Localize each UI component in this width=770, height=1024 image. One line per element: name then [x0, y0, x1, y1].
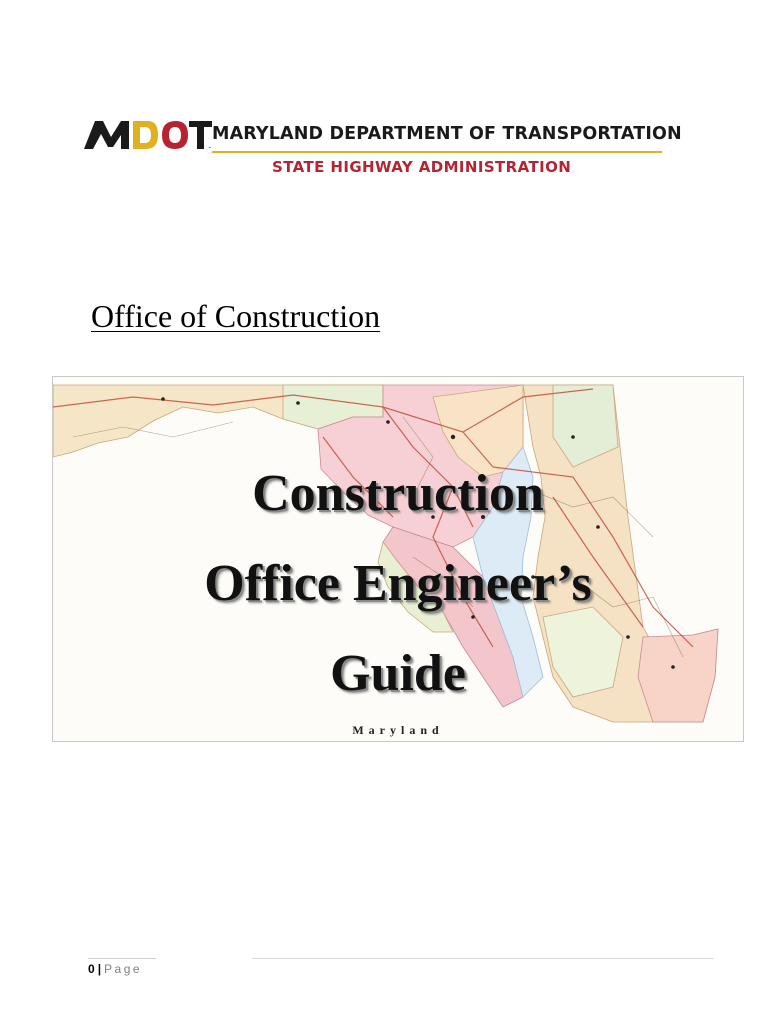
page-number — [88, 962, 142, 976]
cover-title-line-3: Guide — [330, 645, 466, 702]
cover-title — [53, 449, 743, 719]
cover-title-line-1: Construction — [252, 465, 544, 522]
footer-divider-right — [252, 958, 714, 959]
mdot-logo-mark — [84, 115, 212, 151]
sub-agency-name: STATE HIGHWAY ADMINISTRATION — [272, 158, 572, 176]
mdot-logo — [84, 112, 682, 182]
map-caption: Maryland — [352, 723, 444, 737]
office-title: Office of Construction — [91, 298, 381, 334]
page-label: Page — [104, 962, 143, 976]
agency-name: MARYLAND DEPARTMENT OF TRANSPORTATION — [212, 124, 682, 144]
page-number-separator: | — [97, 962, 102, 976]
logo-divider — [212, 151, 662, 153]
maryland-map-figure — [52, 376, 744, 742]
cover-title-line-2: Office Engineer’s — [204, 555, 592, 612]
page-number-value: 0 — [88, 962, 95, 976]
footer-divider-left — [88, 958, 156, 959]
svg-text:™: ™ — [208, 146, 212, 151]
